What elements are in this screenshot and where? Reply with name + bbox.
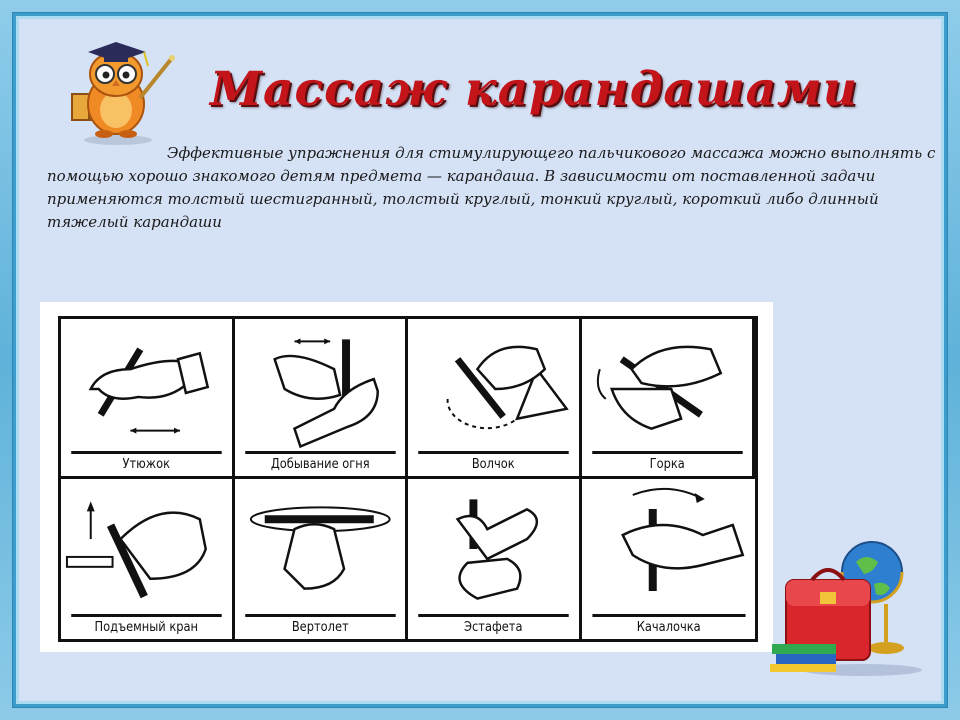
hand-pencil-illustration — [582, 479, 756, 617]
exercise-label: Добывание огня — [245, 451, 395, 476]
exercise-label: Эстафета — [418, 614, 568, 639]
exercise-label: Подъемный кран — [71, 614, 221, 639]
exercise-cell — [582, 479, 756, 639]
exercise-cell — [235, 479, 409, 639]
exercise-label: Горка — [592, 451, 742, 476]
exercise-cell — [408, 479, 582, 639]
exercise-grid — [58, 316, 758, 642]
slide-title: Массаж карандашами — [210, 62, 858, 117]
exercise-illustration — [40, 302, 773, 652]
exercise-label: Вертолет — [245, 614, 395, 639]
exercise-cell — [408, 319, 582, 479]
hand-pencil-illustration — [61, 319, 232, 457]
hand-pencil-illustration — [582, 319, 753, 457]
exercise-label: Качалочка — [592, 614, 745, 639]
hand-pencil-illustration — [408, 479, 579, 617]
hand-pencil-illustration — [408, 319, 579, 457]
exercise-cell — [61, 319, 235, 479]
exercise-label: Волчок — [418, 451, 568, 476]
exercise-cell — [235, 319, 409, 479]
owl-teacher-icon — [58, 36, 178, 146]
exercise-cell — [61, 479, 235, 639]
hand-pencil-illustration — [235, 479, 406, 617]
exercise-cell — [582, 319, 756, 479]
hand-pencil-illustration — [235, 319, 406, 457]
hand-pencil-illustration — [61, 479, 232, 617]
intro-paragraph: Эффективные упражнения для стимулирующего пальчикового массажа можно выполнять с помощью хорошо знакомого детям предмета — карандаша. В зависимости от поставленной задачи применяются толстый шестигранный, толстый круглый, тонкий круглый, короткий либо длинный тяжелый карандаши — [47, 144, 936, 231]
school-bag-globe-icon — [762, 532, 932, 682]
exercise-label: Утюжок — [71, 451, 221, 476]
